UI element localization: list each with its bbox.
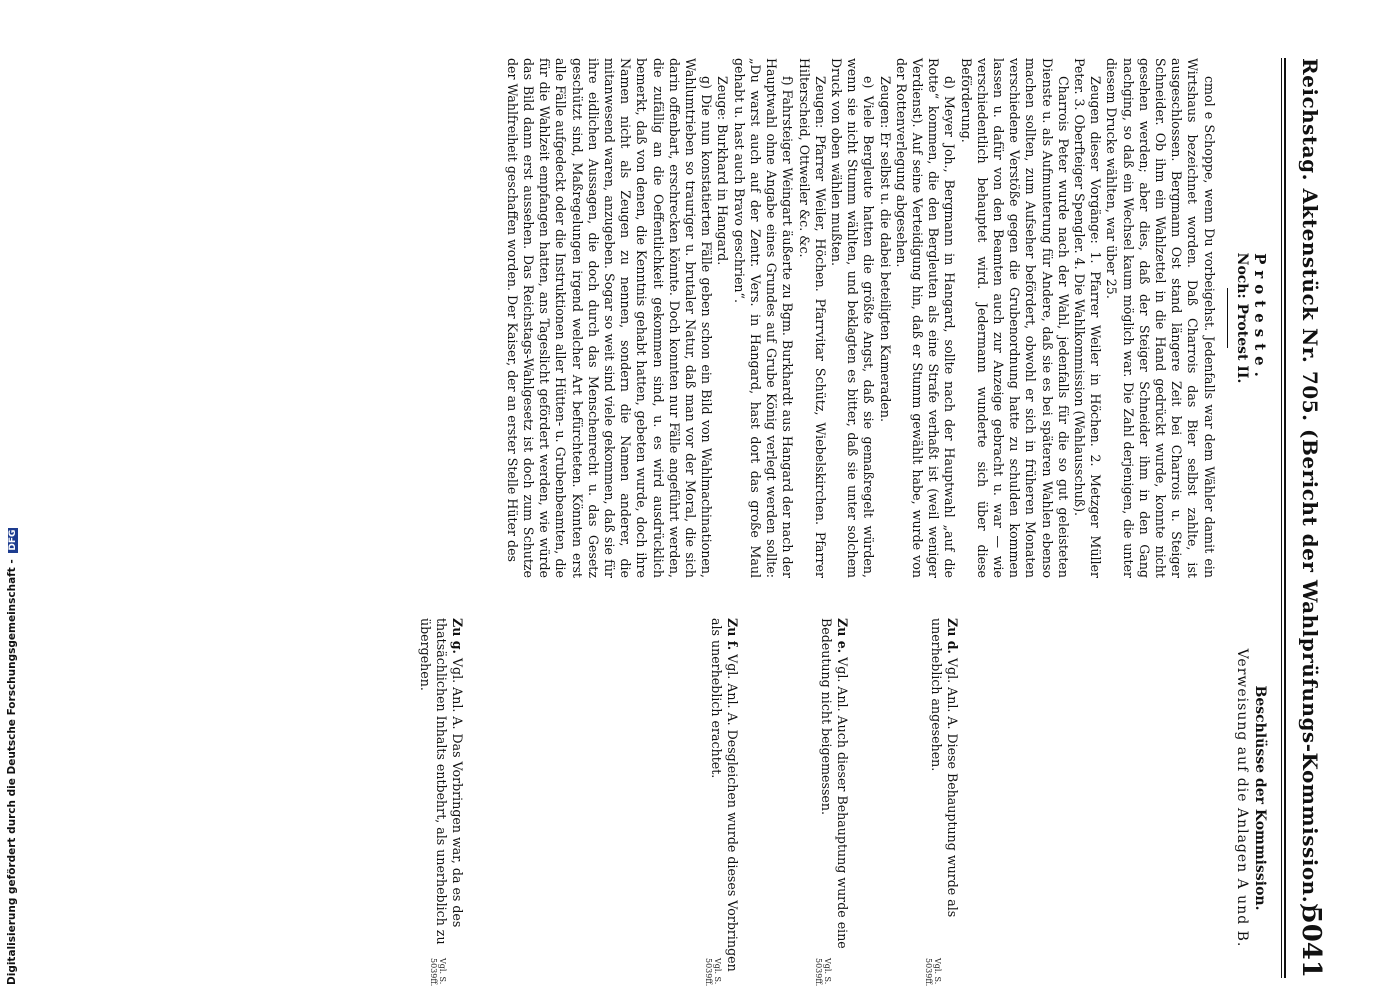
margin-reference: Vgl. S. 5039ff. xyxy=(704,958,722,987)
header-title: Reichstag. Aktenstück Nr. 705. (Bericht der Wahlprüfungs-Kommission.) xyxy=(1298,58,1322,914)
right-column xyxy=(90,618,1270,987)
dfg-logo: DFG xyxy=(8,529,18,551)
rotated-page-content xyxy=(90,58,1330,987)
digitization-footer xyxy=(6,0,20,985)
header-rule-thin xyxy=(1281,58,1282,978)
decision-text: Vgl. Anl. A. Diese Behauptung wurde als unerheblich angesehen. xyxy=(928,618,960,918)
paragraph: Zeugen dieser Vorgänge: 1. Pfarrer Weiler in Höchen. 2. Metzger Müller Peter. 3. Oberfteiger Spengler. 4. Die Wahlkommission (Wahlausschuß). xyxy=(1071,58,1104,578)
paragraph: Zeugen: Er selbst u. die dabei beteiligten Kameraden. xyxy=(877,76,893,422)
decision-item xyxy=(416,618,465,987)
paragraph: d) Meyer Joh., Bergmann in Hangard, sollte nach der Hauptwahl „auf die Rotte“ kommen, die den Bergleuten als eine Strafe verhaßt ist (weil weniger Verdienst). Auf seine Verteidigung hin, daß er Stumm gewählt habe, wurde von der Rottenverlegung abgesehen. xyxy=(893,58,958,578)
protest-subtitle: Noch: Protest II. xyxy=(1233,252,1250,384)
paragraph: Charrois Peter wurde nach der Wahl, jedenfalls für die so gut geleisteten Dienste u. als Aufmunterung für Andere, daß sie es bei späteren Wahlen ebenso machen sollten, zum Aufseher befördert, obwohl er sich in früheren Monaten verschiedene Verstöße gegen die Grubenordnung hatte zu schulden kommen lassen u. dafür von den Beamten auch zur Anzeige gebracht u. war — wie verschiedentlich behauptet wird. Jedermann wunderte sich über diese Beförderung. xyxy=(958,58,1071,578)
page-number: 5041 xyxy=(1296,905,1326,978)
decision-text: Vgl. Anl. A. Desgleichen wurde dieses Vorbringen als unerheblich erachtet. xyxy=(708,618,740,972)
paragraph: Zeugen: Pfarrer Weiler, Höchen. Pfarrvitar Schütz, Wiebelskirchen. Pfarrer Hilterscheid, Ottweiler &c. &c. xyxy=(796,58,828,578)
page-header xyxy=(1284,58,1330,978)
decision-label: Zu e. xyxy=(835,618,850,654)
paragraph: Zeuge: Burkhard in Hangard. xyxy=(715,76,731,266)
left-column xyxy=(90,58,1270,578)
decision-item xyxy=(924,618,960,987)
decisions-title: Beschlüsse der Kommission. xyxy=(1252,685,1268,911)
decision-text: Vgl. Anl. Auch dieser Behauptung wurde eine Bedeutung nicht beigemessen. xyxy=(818,618,850,949)
margin-reference: Vgl. S. 5039ff. xyxy=(429,958,447,987)
decision-text: Vgl. Anl. A. Das Vorbringen war, da es des thatsächlichen Inhalts entbehrt, als unerheblich zu übergehen. xyxy=(417,618,465,945)
decision-label: Zu f. xyxy=(725,618,740,651)
decision-label: Zu g. xyxy=(450,618,465,654)
paragraph: g) Die nun konstatierten Fälle geben schon ein Bild von Wahlmachinationen, Wahlumtrieben so trauriger u. brutaler Natur, daß man vor der Moral, die sich darin offenbart, erschrecken könnte. Doch konnten nur Fälle angeführt werden, die zufällig an die Oeffentlichkeit gekommen sind, u. es wird ausdrücklich bemerkt, daß von denen, die Kenntnis gehabt hatten, gebeten wurde, doch ihre Namen nicht als Zeugen zu nennen, sondern die Namen anderer, die mitanwesend waren, anzugeben. Sogar so weit sind viele gekommen, daß sie für ihre eidlichen Aussagen, die doch durch das Menschenrecht u. das Gesetz geschützt sind, Maßregelungen irgend welcher Art befürchteten. Könnten erst alle Fälle aufgedeckt oder die Instruktionen aller Hütten- u. Grubenbeamten, die für die Wahlzeit empfangen hatten, ans Tageslicht gefördert werden, wie würde das Bild dann erst aussehen. Das Reichstags-Wahlgesetz ist doch zum Schutze der Wahlfreiheit geschaffen worden. Der Kaiser, der an erster Stelle Hüter des xyxy=(504,58,715,578)
margin-reference: Vgl. S. 5039ff. xyxy=(814,958,832,987)
paragraph: f) Fahrsteiger Weingart äußerte zu Bgm. Burkhardt aus Hangard der nach der Hauptwahl ohne Angabe eines Grundes auf Grube König verlegt werden sollte: „Du warst auch auf der Zentr. Vers. in Hangard, hast dort das große Maul gehabt u. hast auch Bravo geschrien“. xyxy=(731,58,796,578)
paragraph: cmol e Schoppe, wenn Du vorbeigehst. Jedenfalls war dem Wähler damit ein Wirtshaus bezeichnet worden. Daß Charrois das Bier selbst zahlte, ist ausgeschlossen. Bergmann Ost stand längere Zeit bei Charrois u. Steiger Schneider. Ob ihm ein Wahlzettel in die Hand gedrückt wurde, konnte nicht gesehen werden; aber dies, daß der Steiger Schneider ihm in den Gang nachging, so daß ein Wechsel kaum möglich war. Die Zahl derjenigen, die unter diesem Drucke wählten, war über 25. xyxy=(1104,58,1217,578)
footer-text: Digitalisierung gefördert durch die Deutsche Forschungsgemeinschaft - xyxy=(6,559,18,985)
divider xyxy=(1227,288,1228,348)
protest-title: Proteste. xyxy=(1251,253,1269,383)
decision-item xyxy=(814,618,850,987)
header-rule xyxy=(1284,58,1286,978)
decision-item xyxy=(704,618,740,987)
margin-reference: Vgl. S. 5039ff. xyxy=(924,958,942,987)
paragraph: e) Viele Bergleute hatten die größte Angst, daß sie gemaßregelt würden, wenn sie nicht Stumm wählten, und beklagten es bitter, daß sie unter solchem Druck von oben wählen mußten. xyxy=(828,58,877,578)
decision-label: Zu d. xyxy=(945,618,960,654)
decisions-subtitle: Verweisung auf die Anlagen A und B. xyxy=(1233,648,1250,948)
